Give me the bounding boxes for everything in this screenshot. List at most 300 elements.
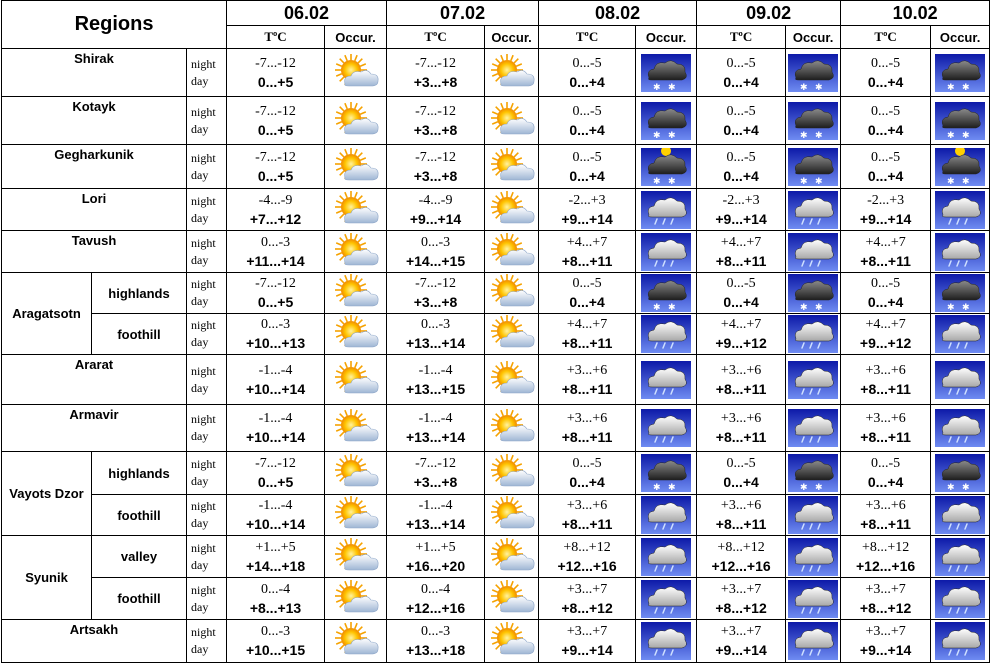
temperature-cell	[227, 189, 325, 231]
temperature-cell	[697, 273, 786, 314]
day-temp: +3...+8	[413, 73, 458, 90]
day-temp: +3...+8	[413, 294, 458, 310]
temperature-cell	[387, 355, 485, 405]
night-temp: +4...+7	[865, 234, 906, 250]
night-label: night	[191, 412, 216, 426]
night-label: night	[191, 625, 216, 639]
occurrence-cell	[485, 273, 539, 314]
occurrence-cell	[325, 578, 387, 620]
night-temp: +3...+6	[566, 411, 608, 426]
day-temp: +9...+14	[859, 210, 912, 227]
occurrence-cell	[636, 495, 697, 536]
occurrence-cell	[636, 578, 697, 620]
snow-cloud-icon	[935, 274, 985, 312]
svg-text:✱: ✱	[962, 176, 970, 186]
rain-cloud-icon	[788, 496, 838, 534]
rain-cloud-icon	[935, 191, 985, 229]
temperature-cell	[387, 273, 485, 314]
day-label: day	[191, 516, 209, 530]
occurrence-cell	[931, 620, 990, 663]
occurrence-cell	[931, 49, 990, 97]
svg-text:✱: ✱	[668, 483, 676, 492]
day-temp: +8...+11	[860, 516, 911, 532]
night-temp: +3...+7	[865, 624, 906, 639]
temperature-cell	[841, 231, 931, 273]
night-label: night	[191, 582, 216, 597]
temp-header: TºC	[697, 26, 786, 49]
night-day-label	[187, 97, 227, 145]
occurrence-cell	[636, 536, 697, 578]
partly-sunny-icon	[487, 274, 537, 312]
occurrence-cell	[786, 578, 841, 620]
day-temp: +12...+16	[856, 557, 916, 574]
temperature-cell	[841, 405, 931, 452]
rain-cloud-icon	[641, 496, 691, 534]
temperature-cell	[227, 273, 325, 314]
night-temp: +8...+12	[717, 539, 765, 555]
night-temp: 0...-3	[420, 234, 451, 250]
occurrence-cell	[636, 49, 697, 97]
region-name: Artsakh	[2, 620, 187, 663]
day-temp: 0...+4	[569, 73, 605, 90]
snow-cloud-icon	[935, 54, 985, 92]
subregion-name: highlands	[92, 273, 187, 314]
temperature-cell	[539, 231, 636, 273]
occurrence-header: Occur.	[931, 26, 990, 49]
day-label: day	[191, 474, 209, 488]
occurrence-cell	[636, 405, 697, 452]
region-name: Tavush	[2, 231, 187, 273]
partly-sunny-icon	[487, 409, 537, 447]
day-temp: +9...+14	[561, 210, 613, 227]
occurrence-header: Occur.	[485, 26, 539, 49]
temperature-cell	[841, 536, 931, 578]
night-temp: -7...-12	[255, 103, 296, 119]
temp-header: TºC	[841, 26, 931, 49]
svg-text:✱: ✱	[815, 176, 823, 186]
day-temp: 0...+5	[257, 294, 294, 310]
rain-cloud-icon	[935, 580, 985, 618]
night-temp: 0...-5	[726, 103, 756, 119]
rain-cloud-icon	[935, 496, 985, 534]
rain-cloud-icon	[641, 315, 691, 353]
svg-text:✱: ✱	[653, 483, 661, 492]
occurrence-cell	[485, 97, 539, 145]
svg-text:✱: ✱	[668, 82, 676, 92]
regions-header: Regions	[2, 1, 227, 49]
day-temp: +13...+14	[405, 335, 466, 351]
day-temp: +7...+12	[249, 210, 302, 227]
night-temp: -1...-4	[418, 362, 453, 378]
occurrence-cell	[325, 452, 387, 495]
temperature-cell	[841, 97, 931, 145]
temperature-cell	[387, 189, 485, 231]
partly-sunny-icon	[331, 496, 381, 534]
temperature-cell	[387, 495, 485, 536]
night-temp: 0...-3	[420, 317, 451, 332]
temperature-cell	[227, 314, 325, 355]
partly-sunny-icon	[331, 274, 381, 312]
occurrence-cell	[485, 452, 539, 495]
day-temp: +8...+12	[715, 599, 767, 616]
snow-cloud-icon	[788, 102, 838, 140]
occurrence-cell	[325, 97, 387, 145]
day-temp: +13...+15	[405, 380, 466, 397]
occurrence-cell	[485, 495, 539, 536]
occurrence-cell	[325, 314, 387, 355]
day-temp: +8...+11	[561, 335, 613, 351]
night-temp: +3...+7	[720, 581, 762, 597]
occurrence-cell	[485, 355, 539, 405]
rain-cloud-icon	[788, 233, 838, 271]
day-label: day	[191, 210, 209, 225]
day-temp: +10...+15	[245, 642, 306, 658]
day-temp: 0...+4	[867, 73, 904, 90]
night-temp: +3...+6	[720, 362, 762, 378]
snow-cloud-icon	[788, 454, 838, 492]
day-temp: +9...+12	[715, 335, 767, 351]
temperature-cell	[697, 145, 786, 189]
rain-cloud-icon	[641, 409, 691, 447]
temperature-cell	[387, 452, 485, 495]
night-temp: -7...-12	[255, 149, 296, 165]
day-temp: 0...+4	[569, 121, 605, 138]
date-header: 06.02	[227, 1, 387, 26]
occurrence-cell	[636, 314, 697, 355]
svg-text:✱: ✱	[653, 82, 661, 92]
temperature-cell	[841, 189, 931, 231]
svg-text:✱: ✱	[947, 303, 955, 312]
svg-text:✱: ✱	[668, 303, 676, 312]
region-name: Shirak	[2, 49, 187, 97]
temperature-cell	[387, 578, 485, 620]
occurrence-header: Occur.	[636, 26, 697, 49]
occurrence-cell	[636, 273, 697, 314]
day-label: day	[191, 294, 209, 308]
day-temp: +8...+11	[860, 380, 911, 397]
occurrence-cell	[325, 405, 387, 452]
night-label: night	[191, 499, 216, 513]
day-label: day	[191, 557, 209, 572]
day-temp: 0...+4	[569, 474, 605, 490]
day-label: day	[191, 380, 209, 395]
temperature-cell	[387, 97, 485, 145]
night-temp: -7...-12	[255, 55, 296, 71]
svg-text:✱: ✱	[947, 483, 955, 492]
night-temp: 0...-4	[420, 581, 451, 597]
occurrence-cell	[931, 452, 990, 495]
snow-cloud-icon	[935, 102, 985, 140]
temperature-cell	[697, 314, 786, 355]
occurrence-cell	[786, 97, 841, 145]
night-label: night	[191, 235, 216, 250]
night-day-label	[187, 355, 227, 405]
day-temp: +13...+14	[405, 429, 466, 445]
day-temp: +16...+20	[405, 557, 466, 574]
night-temp: 0...-5	[572, 55, 602, 71]
day-temp: 0...+4	[723, 121, 759, 138]
night-temp: 0...-3	[420, 624, 451, 639]
night-temp: 0...-5	[572, 276, 602, 291]
night-temp: 0...-5	[572, 103, 602, 119]
night-label: night	[191, 56, 216, 71]
rain-cloud-icon	[641, 580, 691, 618]
rain-cloud-icon	[641, 622, 691, 660]
snow-cloud-icon	[788, 274, 838, 312]
night-label: night	[191, 540, 216, 555]
day-label: day	[191, 599, 209, 614]
day-temp: +13...+18	[405, 642, 466, 658]
svg-text:✱: ✱	[947, 82, 955, 92]
temperature-cell	[697, 405, 786, 452]
forecast-table	[1, 0, 990, 663]
occurrence-cell	[786, 495, 841, 536]
table-row	[2, 189, 990, 231]
night-temp: +3...+6	[566, 362, 608, 378]
occurrence-cell	[325, 536, 387, 578]
partly-sunny-icon	[331, 191, 381, 229]
night-label: night	[191, 457, 216, 471]
night-day-label	[187, 620, 227, 663]
temperature-cell	[227, 49, 325, 97]
day-temp: 0...+4	[569, 294, 605, 310]
partly-sunny-icon	[331, 409, 381, 447]
night-temp: 0...-5	[726, 456, 756, 471]
day-label: day	[191, 167, 209, 182]
partly-sunny-icon	[487, 191, 537, 229]
rain-cloud-icon	[788, 361, 838, 399]
table-row	[2, 145, 990, 189]
night-temp: 0...-5	[726, 276, 756, 291]
night-temp: +4...+7	[566, 234, 608, 250]
temperature-cell	[387, 231, 485, 273]
svg-text:✱: ✱	[653, 303, 661, 312]
occurrence-cell	[636, 145, 697, 189]
night-label: night	[191, 277, 216, 291]
temperature-cell	[387, 145, 485, 189]
day-temp: +3...+8	[413, 121, 458, 138]
night-temp: +4...+7	[865, 317, 906, 332]
region-name: Syunik	[2, 536, 92, 620]
day-temp: 0...+5	[257, 474, 294, 490]
rain-cloud-icon	[935, 361, 985, 399]
temperature-cell	[697, 97, 786, 145]
svg-text:✱: ✱	[962, 82, 970, 92]
partly-sunny-icon	[487, 454, 537, 492]
temperature-cell	[697, 536, 786, 578]
temperature-cell	[227, 452, 325, 495]
temperature-cell	[539, 405, 636, 452]
svg-text:✱: ✱	[815, 303, 823, 312]
night-temp: 0...-3	[260, 234, 291, 250]
partly-sunny-icon	[331, 622, 381, 660]
day-temp: 0...+4	[723, 167, 759, 184]
day-temp: +8...+13	[249, 599, 302, 616]
table-row	[2, 536, 990, 578]
day-temp: +8...+11	[561, 516, 613, 532]
table-row	[2, 231, 990, 273]
svg-text:✱: ✱	[668, 130, 676, 140]
day-temp: +10...+14	[245, 380, 306, 397]
snow-cloud-icon	[641, 274, 691, 312]
table-row	[2, 273, 990, 314]
night-day-label	[187, 405, 227, 452]
rain-cloud-icon	[641, 233, 691, 271]
partly-sunny-icon	[331, 315, 381, 353]
temperature-cell	[387, 314, 485, 355]
occurrence-cell	[931, 405, 990, 452]
rain-cloud-icon	[788, 580, 838, 618]
occurrence-cell	[485, 231, 539, 273]
svg-text:✱: ✱	[800, 483, 808, 492]
rain-cloud-icon	[788, 538, 838, 576]
occurrence-cell	[485, 620, 539, 663]
sun-snow-cloud-icon	[641, 148, 691, 186]
temp-header: TºC	[227, 26, 325, 49]
temperature-cell	[841, 620, 931, 663]
partly-sunny-icon	[487, 315, 537, 353]
table-row	[2, 495, 990, 536]
partly-sunny-icon	[487, 496, 537, 534]
partly-sunny-icon	[487, 233, 537, 271]
night-day-label	[187, 49, 227, 97]
night-temp: +8...+12	[861, 539, 910, 555]
temperature-cell	[539, 273, 636, 314]
temperature-cell	[539, 145, 636, 189]
occurrence-cell	[786, 314, 841, 355]
temperature-cell	[387, 536, 485, 578]
occurrence-cell	[485, 49, 539, 97]
rain-cloud-icon	[935, 233, 985, 271]
day-temp: +8...+11	[715, 516, 767, 532]
day-temp: +9...+14	[561, 642, 613, 658]
night-temp: -7...-12	[415, 276, 456, 291]
night-temp: +3...+6	[865, 362, 906, 378]
day-temp: 0...+5	[257, 121, 294, 138]
night-temp: 0...-5	[572, 456, 602, 471]
partly-sunny-icon	[331, 580, 381, 618]
day-label: day	[191, 335, 209, 349]
temperature-cell	[697, 620, 786, 663]
night-temp: -4...-9	[418, 192, 453, 208]
night-temp: -1...-4	[258, 498, 293, 513]
temperature-cell	[227, 231, 325, 273]
partly-sunny-icon	[331, 102, 381, 140]
night-temp: -7...-12	[415, 456, 456, 471]
temperature-cell	[697, 495, 786, 536]
occurrence-cell	[931, 145, 990, 189]
day-temp: +12...+16	[405, 599, 466, 616]
night-temp: -7...-12	[255, 456, 296, 471]
rain-cloud-icon	[935, 315, 985, 353]
temperature-cell	[697, 355, 786, 405]
date-header: 10.02	[841, 1, 990, 26]
region-name: Ararat	[2, 355, 187, 405]
occurrence-cell	[931, 314, 990, 355]
occurrence-cell	[636, 231, 697, 273]
day-temp: +8...+11	[715, 380, 767, 397]
table-row	[2, 405, 990, 452]
night-temp: -7...-12	[415, 149, 456, 165]
temp-header: TºC	[539, 26, 636, 49]
table-row	[2, 355, 990, 405]
occurrence-cell	[931, 189, 990, 231]
night-temp: 0...-4	[260, 581, 291, 597]
region-name: Vayots Dzor	[2, 452, 92, 536]
occurrence-cell	[786, 273, 841, 314]
occurrence-cell	[636, 189, 697, 231]
occurrence-cell	[636, 355, 697, 405]
svg-text:✱: ✱	[653, 130, 661, 140]
occurrence-cell	[786, 355, 841, 405]
night-day-label	[187, 536, 227, 578]
occurrence-cell	[485, 536, 539, 578]
night-temp: +3...+7	[566, 581, 608, 597]
day-label: day	[191, 429, 209, 443]
region-name: Aragatsotn	[2, 273, 92, 355]
day-temp: +8...+12	[561, 599, 613, 616]
rain-cloud-icon	[788, 409, 838, 447]
day-temp: +3...+8	[413, 474, 458, 490]
night-label: night	[191, 193, 216, 208]
snow-cloud-icon	[641, 54, 691, 92]
day-temp: +14...+15	[405, 252, 466, 269]
occurrence-cell	[485, 405, 539, 452]
night-temp: -1...-4	[258, 362, 293, 378]
night-label: night	[191, 318, 216, 332]
occurrence-cell	[786, 452, 841, 495]
table-row	[2, 578, 990, 620]
day-temp: +12...+16	[711, 557, 771, 574]
day-temp: +14...+18	[245, 557, 306, 574]
day-temp: +8...+11	[860, 429, 911, 445]
occurrence-cell	[325, 495, 387, 536]
svg-text:✱: ✱	[653, 176, 661, 186]
night-temp: 0...-5	[871, 276, 901, 291]
subregion-name: foothill	[92, 314, 187, 355]
svg-text:✱: ✱	[800, 82, 808, 92]
night-day-label	[187, 273, 227, 314]
region-name: Armavir	[2, 405, 187, 452]
rain-cloud-icon	[641, 361, 691, 399]
temperature-cell	[387, 49, 485, 97]
occurrence-cell	[931, 578, 990, 620]
rain-cloud-icon	[788, 315, 838, 353]
sun-snow-cloud-icon	[935, 148, 985, 186]
night-temp: +3...+6	[720, 498, 762, 513]
night-temp: +3...+6	[720, 411, 762, 426]
occurrence-cell	[786, 49, 841, 97]
snow-cloud-icon	[641, 102, 691, 140]
temperature-cell	[387, 620, 485, 663]
night-temp: +8...+12	[563, 539, 611, 555]
temperature-cell	[539, 620, 636, 663]
temperature-cell	[841, 273, 931, 314]
night-temp: 0...-5	[871, 55, 901, 71]
svg-text:✱: ✱	[947, 176, 955, 186]
night-temp: -4...-9	[258, 192, 293, 208]
day-temp: +10...+13	[245, 335, 306, 351]
night-temp: -1...-4	[418, 411, 453, 426]
temperature-cell	[227, 620, 325, 663]
occurrence-cell	[636, 452, 697, 495]
occurrence-cell	[786, 231, 841, 273]
day-label: day	[191, 121, 209, 136]
rain-cloud-icon	[641, 191, 691, 229]
svg-text:✱: ✱	[962, 130, 970, 140]
partly-sunny-icon	[487, 622, 537, 660]
occurrence-cell	[485, 314, 539, 355]
